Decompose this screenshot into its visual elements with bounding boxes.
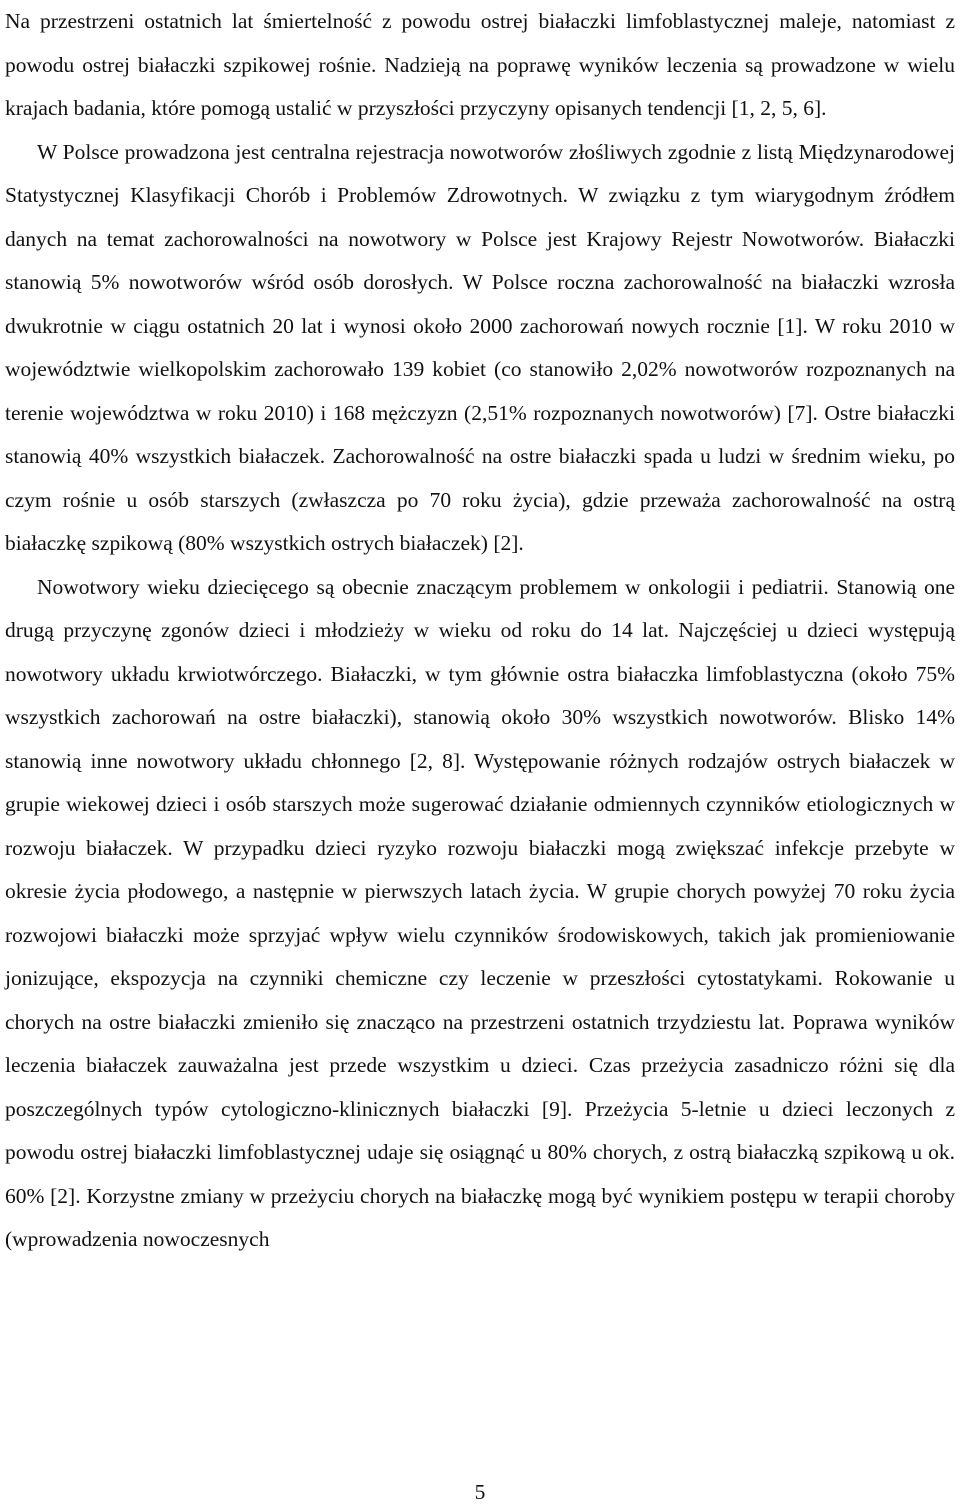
paragraph: Nowotwory wieku dziecięcego są obecnie znaczącym problemem w onkologii i pediatrii. Stanowią one drugą przyczynę zgonów dzieci i młodzieży w wieku od roku do 14 lat. Najczęściej u dzieci występują nowotwory układu krwiotwórczego. Białaczki, w tym głównie ostra białaczka limfoblastyczna (około 75% wszystkich zachorowań na ostre białaczki), stanowią około 30% wszystkich nowotworów. Blisko 14% stanowią inne nowotwory układu chłonnego [2, 8]. Występowanie różnych rodzajów ostrych białaczek w grupie wiekowej dzieci i osób starszych może sugerować działanie odmiennych czynników etiologicznych w rozwoju białaczek. W przypadku dzieci ryzyko rozwoju białaczki mogą zwiększać infekcje przebyte w okresie życia płodowego, a następnie w pierwszych latach życia. W grupie chorych powyżej 70 roku życia rozwojowi białaczki może sprzyjać wpływ wielu czynników środowiskowych, takich jak promieniowanie jonizujące, ekspozycja na czynniki chemiczne czy leczenie w przeszłości cytostatykami. Rokowanie u chorych na ostre białaczki zmieniło się znacząco na przestrzeni ostatnich trzydziestu lat. Poprawa wyników leczenia białaczek zauważalna jest przede wszystkim u dzieci. Czas przeżycia zasadniczo różni się dla poszczególnych typów cytologiczno-klinicznych białaczki [9]. Przeżycia 5-letnie u dzieci leczonych z powodu ostrej białaczki limfoblastycznej udaje się osiągnąć u 80% chorych, z ostrą białaczką szpikową u ok. 60% [2]. Korzystne zmiany w przeżyciu chorych na białaczkę mogą być wynikiem postępu w terapii choroby (wprowadzenia nowoczesnych [5, 574, 955, 1251]
page-number: 5 [474, 1480, 486, 1504]
paragraph: W Polsce prowadzona jest centralna rejestracja nowotworów złośliwych zgodnie z listą Międzynarodowej Statystycznej Klasyfikacji Chorób i Problemów Zdrowotnych. W związku z tym wiarygodnym źródłem danych na temat zachorowalności na nowotwory w Polsce jest Krajowy Rejestr Nowotworów. Białaczki stanowią 5% nowotworów wśród osób dorosłych. W Polsce roczna zachorowalność na białaczki wzrosła dwukrotnie w ciągu ostatnich 20 lat i wynosi około 2000 zachorowań nowych rocznie [1]. W roku 2010 w województwie wielkopolskim zachorowało 139 kobiet (co stanowiło 2,02% nowotworów rozpoznanych na terenie województwa w roku 2010) i 168 mężczyzn (2,51% rozpoznanych nowotworów) [7]. Ostre białaczki stanowią 40% wszystkich białaczek. Zachorowalność na ostre białaczki spada u ludzi w średnim wieku, po czym rośnie u osób starszych (zwłaszcza po 70 roku życia), gdzie przeważa zachorowalność na ostrą białaczkę szpikową (80% wszystkich ostrych białaczek) [2]. [5, 139, 955, 555]
paragraph: Na przestrzeni ostatnich lat śmiertelność z powodu ostrej białaczki limfoblastycznej maleje, natomiast z powodu ostrej białaczki szpikowej rośnie. Nadzieją na poprawę wyników leczenia są prowadzone w wielu krajach badania, które pomogą ustalić w przyszłości przyczyny opisanych tendencji [1, 2, 5, 6]. [5, 9, 955, 120]
document-body [5, 0, 955, 1262]
